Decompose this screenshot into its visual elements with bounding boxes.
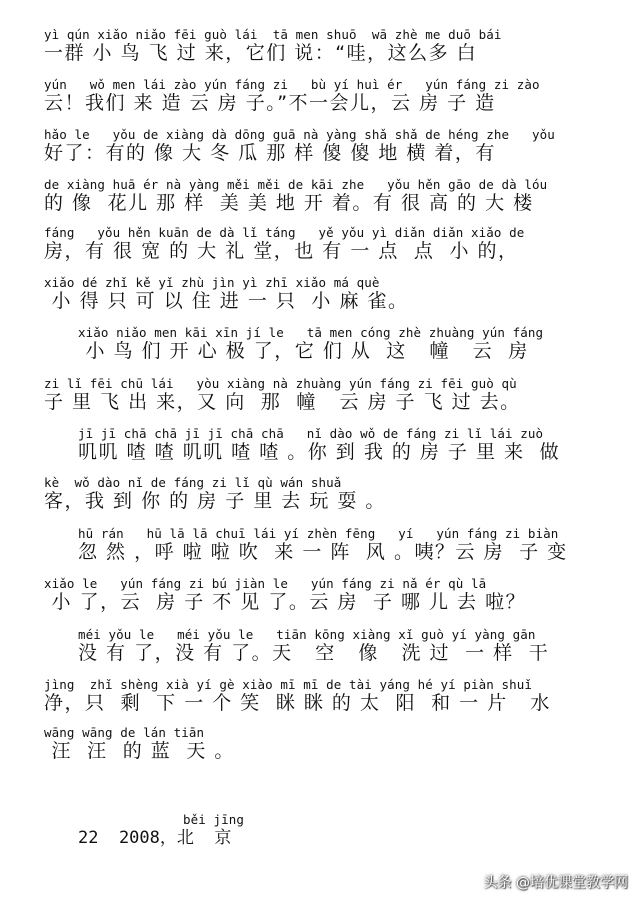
hanzi-row: 小 了，云 房 子 不 见 了。云 房 子 哪 儿 去 啦？ bbox=[44, 591, 527, 613]
hanzi-row: 房，有 很 宽 的 大 礼 堂，也 有 一 点 点 小 的， bbox=[44, 240, 519, 262]
pinyin-row: wāng wāng de lán tiān bbox=[44, 725, 205, 740]
pinyin-row: méi yǒu le méi yǒu le tiān kōng xiàng xǐ guò yí yàng gān bbox=[78, 627, 536, 642]
hanzi-row: 好了：有的 像 大 冬 瓜 那 样 傻 傻 地 横 着，有 bbox=[44, 142, 496, 164]
hanzi-row: 小 得 只 可 以 住 进 一 只 小 麻 雀。 bbox=[44, 290, 409, 312]
pinyin-row: jī jī chā chā jī jī chā chā nǐ dào wǒ de fáng zi lǐ lái zuò bbox=[78, 426, 544, 441]
hanzi-row: 云！我们 来 造 云 房 子。”不一会儿，云 房 子 造 bbox=[44, 92, 496, 114]
text-line bbox=[44, 128, 634, 164]
text-line bbox=[44, 577, 634, 613]
hanzi-row: 的 像 花儿 那 样 美 美 地 开 着。有 很 高 的 大 楼 bbox=[44, 192, 534, 214]
hanzi-row: 净，只 剩 下 一 个 笑 眯 眯 的 太 阳 和 一 片 水 bbox=[44, 692, 551, 714]
hanzi-row: 忽 然 ，呼 啦 啦 吹 来 一 阵 风 。咦？云 房 子 变 bbox=[78, 541, 568, 563]
pinyin-row: yún wǒ men lái zào yún fáng zi bù yí huì ér yún fáng zi zào bbox=[44, 77, 540, 92]
pinyin-row: fáng yǒu hěn kuān de dà lǐ táng yě yǒu yì diǎn diǎn xiǎo de bbox=[44, 225, 525, 240]
footer-text: 22 2008，北 京 bbox=[78, 828, 232, 848]
hanzi-row: 叽叽 喳 喳 叽叽 喳 喳 。你 到 我 的 房 子 里 来 做 bbox=[78, 441, 561, 463]
hanzi-row: 客，我 到 你 的 房 子 里 去 玩 耍 。 bbox=[44, 490, 386, 512]
text-line bbox=[44, 476, 634, 512]
pinyin-row: xiǎo le yún fáng zi bú jiàn le yún fáng zi nǎ ér qù lā bbox=[44, 576, 487, 591]
pinyin-row: zi lǐ fēi chū lái yòu xiàng nà zhuàng yún fáng zi fēi guò qù bbox=[44, 376, 517, 391]
pinyin-row: xiǎo dé zhǐ kě yǐ zhù jìn yì zhī xiǎo má què bbox=[44, 275, 380, 290]
footer-pinyin: běi jīng bbox=[183, 812, 245, 827]
text-line bbox=[44, 226, 634, 262]
text-line bbox=[44, 377, 634, 413]
pinyin-row: hū rán hū lā lā chuī lái yí zhèn fēng yí yún fáng zi biàn bbox=[78, 526, 559, 541]
pinyin-row: kè wǒ dào nǐ de fáng zi lǐ qù wán shuǎ bbox=[44, 475, 342, 490]
text-line bbox=[44, 178, 634, 214]
text-line bbox=[44, 726, 634, 762]
pinyin-row: yì qún xiǎo niǎo fēi guò lái tā men shuō wā zhè me duō bái bbox=[44, 27, 502, 42]
text-line bbox=[78, 628, 634, 664]
pinyin-row: jìng zhǐ shèng xià yí gè xiào mī mī de tài yáng hé yí piàn shuǐ bbox=[44, 677, 533, 692]
watermark bbox=[484, 872, 628, 892]
text-line bbox=[44, 678, 634, 714]
pinyin-row: de xiàng huā ér nà yàng měi měi de kāi zhe yǒu hěn gāo de dà lóu bbox=[44, 177, 548, 192]
hanzi-row: 汪 汪 的 蓝 天 。 bbox=[44, 740, 235, 762]
text-line bbox=[44, 78, 634, 114]
pinyin-row: xiǎo niǎo men kāi xīn jí le tā men cóng zhè zhuàng yún fáng bbox=[78, 325, 544, 340]
page-footer bbox=[78, 813, 378, 849]
pinyin-row: hǎo le yǒu de xiàng dà dōng guā nà yàng shǎ shǎ de héng zhe yǒu bbox=[44, 127, 555, 142]
watermark-label: 头条 @培优课堂教学网 bbox=[483, 875, 628, 891]
text-line bbox=[78, 326, 634, 362]
hanzi-row: 子 里 飞 出 来，又 向 那 幢 云 房 子 飞 过 去。 bbox=[44, 391, 521, 413]
text-line bbox=[78, 427, 634, 463]
hanzi-row: 没 有 了，没 有 了。天 空 像 洗 过 一 样 干 bbox=[78, 642, 550, 664]
text-line bbox=[44, 28, 634, 64]
hanzi-row: 一群 小 鸟 飞 过 来，它们 说：“哇，这么多 白 bbox=[44, 42, 478, 64]
text-line bbox=[78, 527, 634, 563]
hanzi-row: 小 鸟 们 开 心 极 了，它 们 从 这 幢 云 房 bbox=[78, 340, 529, 362]
text-line bbox=[44, 276, 634, 312]
